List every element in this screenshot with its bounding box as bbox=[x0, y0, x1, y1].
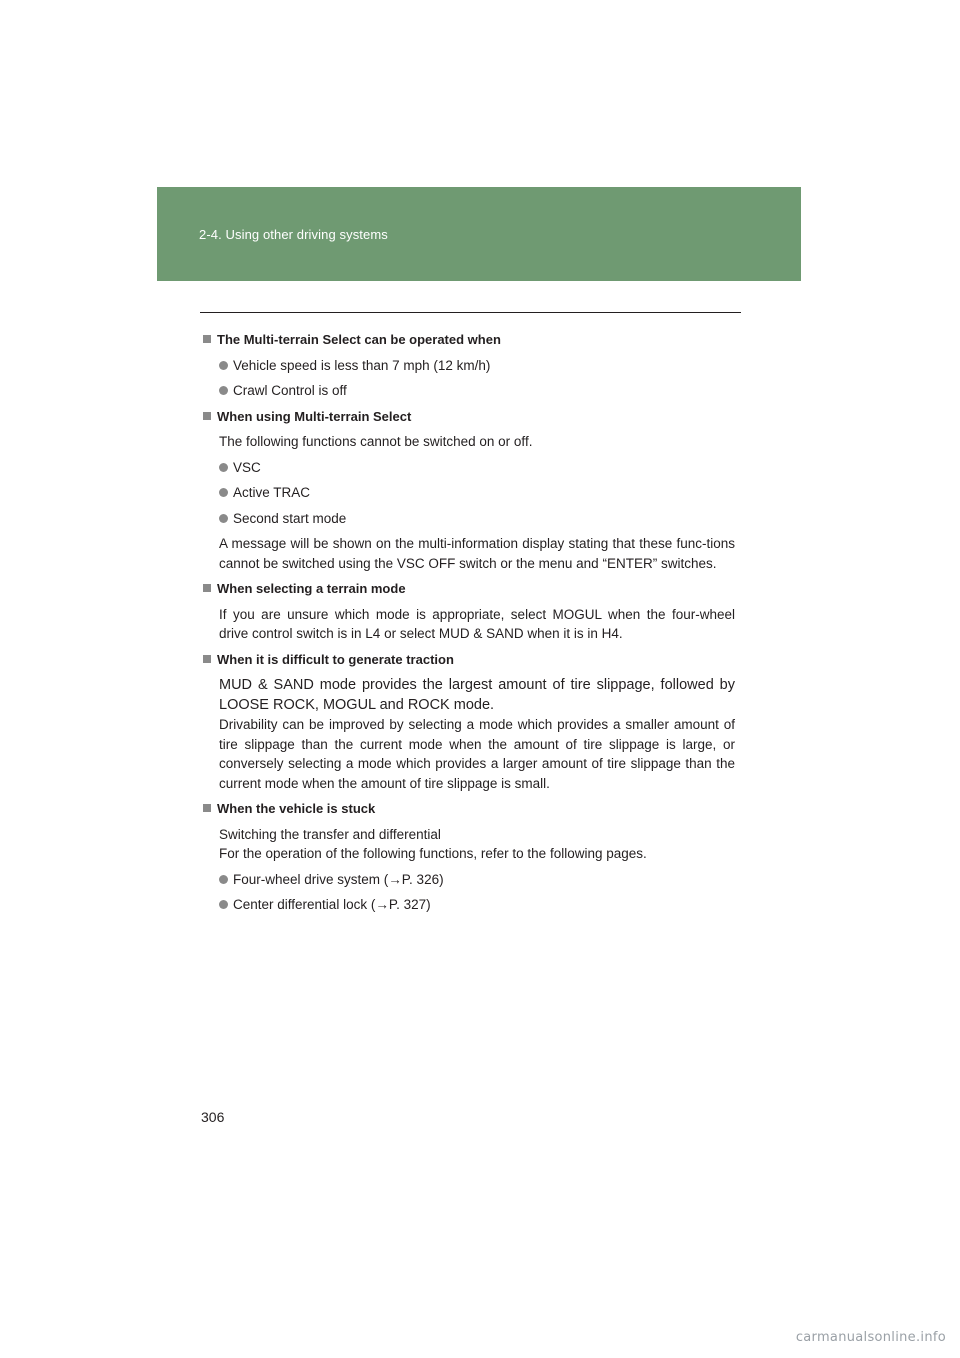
list-item-text: Crawl Control is off bbox=[233, 383, 347, 398]
list-item bbox=[219, 870, 735, 890]
paragraph: MUD & SAND mode provides the largest amount of tire slippage, followed by LOOSE ROCK, MOGUL and ROCK mode. bbox=[219, 677, 735, 713]
bullet-dot-icon bbox=[219, 875, 228, 884]
square-marker-icon bbox=[203, 804, 211, 812]
section-heading bbox=[203, 650, 735, 670]
bullet-dot-icon bbox=[219, 463, 228, 472]
page-content bbox=[203, 330, 735, 921]
list-item bbox=[219, 509, 735, 529]
bullet-dot-icon bbox=[219, 361, 228, 370]
section-heading bbox=[203, 799, 735, 819]
paragraph: A message will be shown on the multi-information display stating that these func-tions cannot be switched using the VSC OFF switch or the menu and “ENTER” switches. bbox=[219, 536, 735, 571]
list-item-text: Center differential lock (→P. 327) bbox=[233, 897, 431, 912]
list-item bbox=[219, 458, 735, 478]
top-rule bbox=[200, 312, 741, 313]
list-item-text: VSC bbox=[233, 459, 261, 475]
paragraph: The following functions cannot be switched on or off. bbox=[219, 434, 533, 449]
heading-text: When using Multi-terrain Select bbox=[217, 408, 412, 424]
list-item-text: Four-wheel drive system (→P. 326) bbox=[233, 871, 444, 887]
section-heading bbox=[203, 407, 735, 427]
bullet-dot-icon bbox=[219, 514, 228, 523]
list-item-text: Second start mode bbox=[233, 510, 347, 526]
bullet-dot-icon bbox=[219, 900, 228, 909]
heading-text: The Multi-terrain Select can be operated when bbox=[217, 332, 501, 347]
section-heading bbox=[203, 579, 735, 599]
watermark: carmanualsonline.info bbox=[795, 1330, 946, 1345]
bullet-dot-icon bbox=[219, 488, 228, 497]
list-item bbox=[219, 895, 735, 915]
square-marker-icon bbox=[203, 335, 211, 343]
bullet-dot-icon bbox=[219, 386, 228, 395]
section-header-band bbox=[157, 187, 801, 281]
heading-text: When selecting a terrain mode bbox=[217, 581, 406, 596]
paragraph: Switching the transfer and differential bbox=[219, 826, 441, 842]
paragraph: For the operation of the following functions, refer to the following pages. bbox=[219, 846, 647, 861]
heading-text: When it is difficult to generate traction bbox=[217, 651, 454, 667]
list-item bbox=[219, 356, 735, 376]
list-item bbox=[219, 483, 735, 503]
paragraph: Drivability can be improved by selecting a mode which provides a smaller amount of tire slippage than the current mode when the amount of tire slippage is large, or conversely selecting a mode which provides a larger amount of tire slippage than the current mode when the amount of tire slippage is small. bbox=[219, 717, 735, 791]
list-item bbox=[219, 381, 735, 401]
square-marker-icon bbox=[203, 412, 211, 420]
section-title: 2-4. Using other driving systems bbox=[199, 227, 388, 242]
list-item-text: Vehicle speed is less than 7 mph (12 km/h) bbox=[233, 357, 491, 373]
paragraph: If you are unsure which mode is appropriate, select MOGUL when the four-wheel drive control switch is in L4 or select MUD & SAND when it is in H4. bbox=[219, 606, 735, 641]
square-marker-icon bbox=[203, 584, 211, 592]
list-item-text: Active TRAC bbox=[233, 485, 311, 500]
square-marker-icon bbox=[203, 655, 211, 663]
heading-text: When the vehicle is stuck bbox=[217, 801, 376, 816]
page-number: 306 bbox=[201, 1109, 225, 1125]
section-heading bbox=[203, 330, 735, 350]
